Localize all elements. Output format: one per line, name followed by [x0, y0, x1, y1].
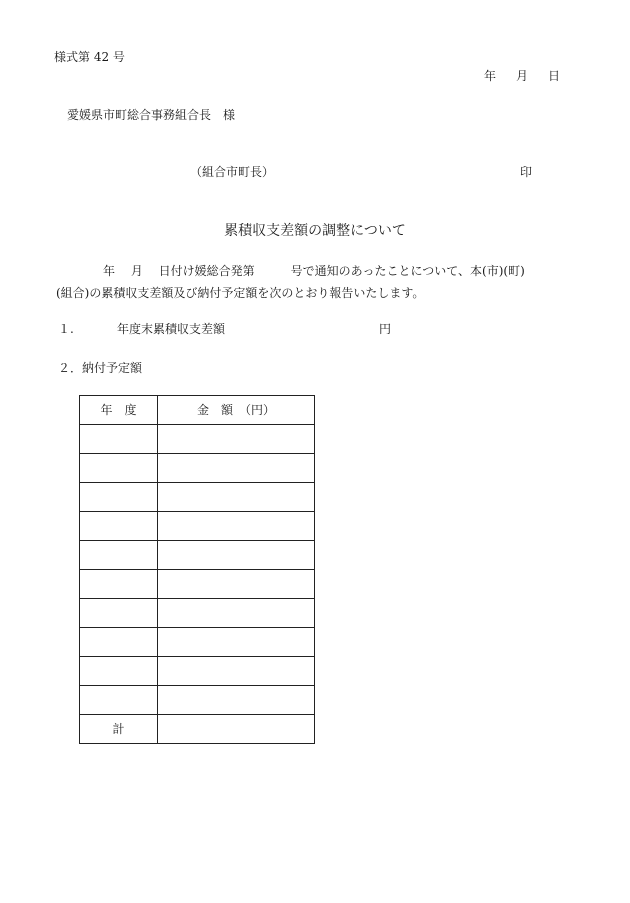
amount-cell: [158, 686, 315, 715]
year-cell: [80, 686, 158, 715]
payment-schedule-table: [79, 395, 315, 744]
year-cell: [80, 425, 158, 454]
form-number: 様式第 42 号: [54, 50, 125, 64]
year-cell: [80, 599, 158, 628]
table-row: [80, 657, 315, 686]
date-month: 月: [516, 69, 529, 83]
year-cell: [80, 454, 158, 483]
year-cell: [80, 512, 158, 541]
table-row: [80, 570, 315, 599]
body-text-line-2: (組合)の累積収支差額及び納付予定額を次のとおり報告いたします。: [56, 286, 425, 300]
year-cell: [80, 570, 158, 599]
amount-cell: [158, 425, 315, 454]
table-row: [80, 541, 315, 570]
seal-mark: 印: [520, 165, 533, 179]
date-day: 日: [548, 69, 561, 83]
date-line: [484, 69, 560, 83]
amount-cell: [158, 570, 315, 599]
date-year: 年: [484, 69, 497, 83]
year-cell: [80, 483, 158, 512]
document-title: 累積収支差額の調整について: [224, 223, 406, 239]
item2-label: ２．納付予定額: [58, 361, 143, 375]
amount-cell: [158, 512, 315, 541]
table-row: [80, 628, 315, 657]
table-row: [80, 599, 315, 628]
table-row: [80, 425, 315, 454]
table-header-row: [80, 396, 315, 425]
total-amount: [158, 715, 315, 744]
sender-title: （組合市町長）: [190, 165, 275, 179]
table-row: [80, 512, 315, 541]
amount-cell: [158, 541, 315, 570]
total-label: 計: [80, 715, 158, 744]
item1-unit: 円: [379, 322, 392, 336]
year-cell: [80, 541, 158, 570]
header-amount: 金 額 （円）: [158, 396, 315, 425]
item1-label: 年度末累積収支差額: [117, 322, 226, 336]
amount-cell: [158, 599, 315, 628]
amount-cell: [158, 454, 315, 483]
table-row: [80, 686, 315, 715]
item1-number: １.: [58, 322, 74, 336]
amount-cell: [158, 628, 315, 657]
addressee: 愛媛県市町総合事務組合長 様: [67, 108, 236, 122]
table-total-row: [80, 715, 315, 744]
amount-cell: [158, 483, 315, 512]
body-text-line-1: 年 月 日付け媛総合発第 号で通知のあったことについて、本(市)(町): [103, 264, 525, 278]
table-row: [80, 454, 315, 483]
amount-cell: [158, 657, 315, 686]
table-row: [80, 483, 315, 512]
year-cell: [80, 628, 158, 657]
header-year: 年 度: [80, 396, 158, 425]
year-cell: [80, 657, 158, 686]
